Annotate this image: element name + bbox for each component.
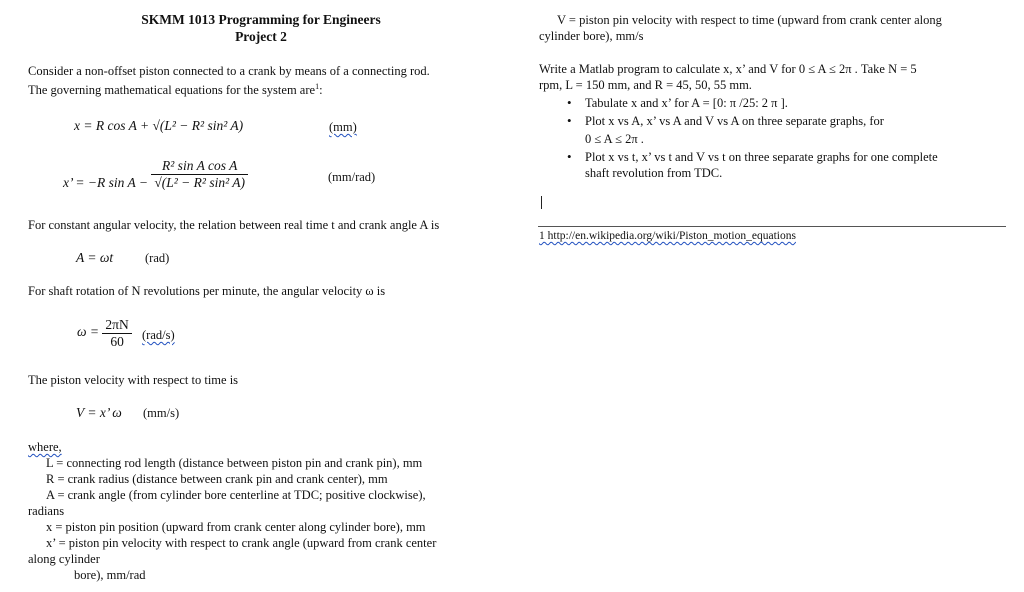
where-label-text: where, [28, 440, 62, 454]
def-a: A = crank angle (from cylinder bore centerline at TDC; positive clockwise), [46, 488, 426, 502]
def-v-line-1: V = piston pin velocity with respect to time (upward from crank center along [557, 13, 942, 27]
omega-fraction [102, 317, 131, 350]
equation-v-unit: (mm/s) [143, 406, 180, 420]
intro-line-2 [28, 79, 323, 98]
def-a-cont: radians [28, 504, 65, 518]
footnote-link-text[interactable]: 1 http://en.wikipedia.org/wiki/Piston_motion_equations [539, 230, 796, 242]
def-v-line-2: cylinder bore), mm/s [539, 29, 644, 43]
list-item-cont [540, 165, 938, 181]
text-cursor [541, 196, 542, 209]
list-item: • Plot x vs t, x’ vs t and V vs t on three separate graphs for one complete [540, 149, 938, 165]
task-bullet-list [540, 95, 938, 181]
omega-denominator: 60 [110, 334, 124, 349]
xprime-numerator: R² sin A cos A [151, 158, 248, 175]
where-label [28, 439, 62, 455]
def-x: x = piston pin position (upward from crank center along cylinder bore), mm [46, 520, 426, 534]
piston-velocity-text: The piston velocity with respect to time is [28, 373, 239, 387]
equation-xprime-unit: (mm/rad) [328, 170, 376, 184]
xprime-fraction [151, 158, 248, 191]
def-xprime-cont-2: bore), mm/rad [74, 568, 146, 582]
list-item-cont-text: shaft revolution from TDC. [585, 166, 723, 180]
equation-a-unit: (rad) [145, 251, 170, 265]
document-title: SKMM 1013 Programming for Engineers [141, 12, 381, 27]
equation-xprime [63, 158, 248, 191]
equation-omega-unit [142, 327, 175, 343]
task-line-2: rpm, L = 150 mm, and R = 45, 50, 55 mm. [539, 78, 752, 92]
list-item: • Tabulate x and x’ for A = [0: π /25: 2 π ]. [540, 95, 938, 111]
omega-lhs: ω = [77, 323, 100, 339]
def-xprime: x’ = piston pin velocity with respect to crank angle (upward from crank center [46, 536, 437, 550]
list-item: • Plot x vs A, x’ vs A and V vs A on three separate graphs, for [540, 113, 938, 129]
document-subtitle: Project 2 [235, 29, 287, 44]
equation-x-unit [329, 119, 357, 135]
list-item-cont [540, 131, 938, 147]
unit-rad-s: (rad/s) [142, 328, 175, 342]
footnote-separator [538, 226, 1006, 227]
omega-numerator: 2πN [102, 317, 131, 334]
footnote-ref: 1 [315, 82, 320, 91]
footnote-link[interactable] [539, 228, 796, 244]
intro-line-2-text: The governing mathematical equations for the system are [28, 83, 316, 98]
equation-omega [77, 317, 132, 350]
xprime-lhs: x’ = −R sin A − [63, 174, 148, 190]
list-item-cont-text: 0 ≤ A ≤ 2π . [585, 132, 644, 146]
intro-line-2-end: : [319, 83, 323, 98]
equation-a: A = ωt [76, 250, 114, 265]
def-r: R = crank radius (distance between crank pin and crank center), mm [46, 472, 388, 486]
def-l: L = connecting rod length (distance between piston pin and crank pin), mm [46, 456, 423, 470]
angular-velocity-text: For constant angular velocity, the relation between real time t and crank angle A is [28, 218, 440, 232]
def-xprime-cont: along cylinder [28, 552, 100, 566]
unit-mm: (mm) [329, 120, 357, 134]
task-line-1: Write a Matlab program to calculate x, x’ and V for 0 ≤ A ≤ 2π . Take N = 5 [539, 62, 917, 76]
xprime-denominator: √(L² − R² sin² A) [154, 175, 246, 190]
equation-v: V = x’ ω [76, 405, 122, 420]
intro-line-1: Consider a non-offset piston connected to a crank by means of a connecting rod. [28, 64, 430, 78]
shaft-rotation-text: For shaft rotation of N revolutions per minute, the angular velocity ω is [28, 284, 386, 298]
equation-x: x = R cos A + √(L² − R² sin² A) [74, 118, 244, 133]
